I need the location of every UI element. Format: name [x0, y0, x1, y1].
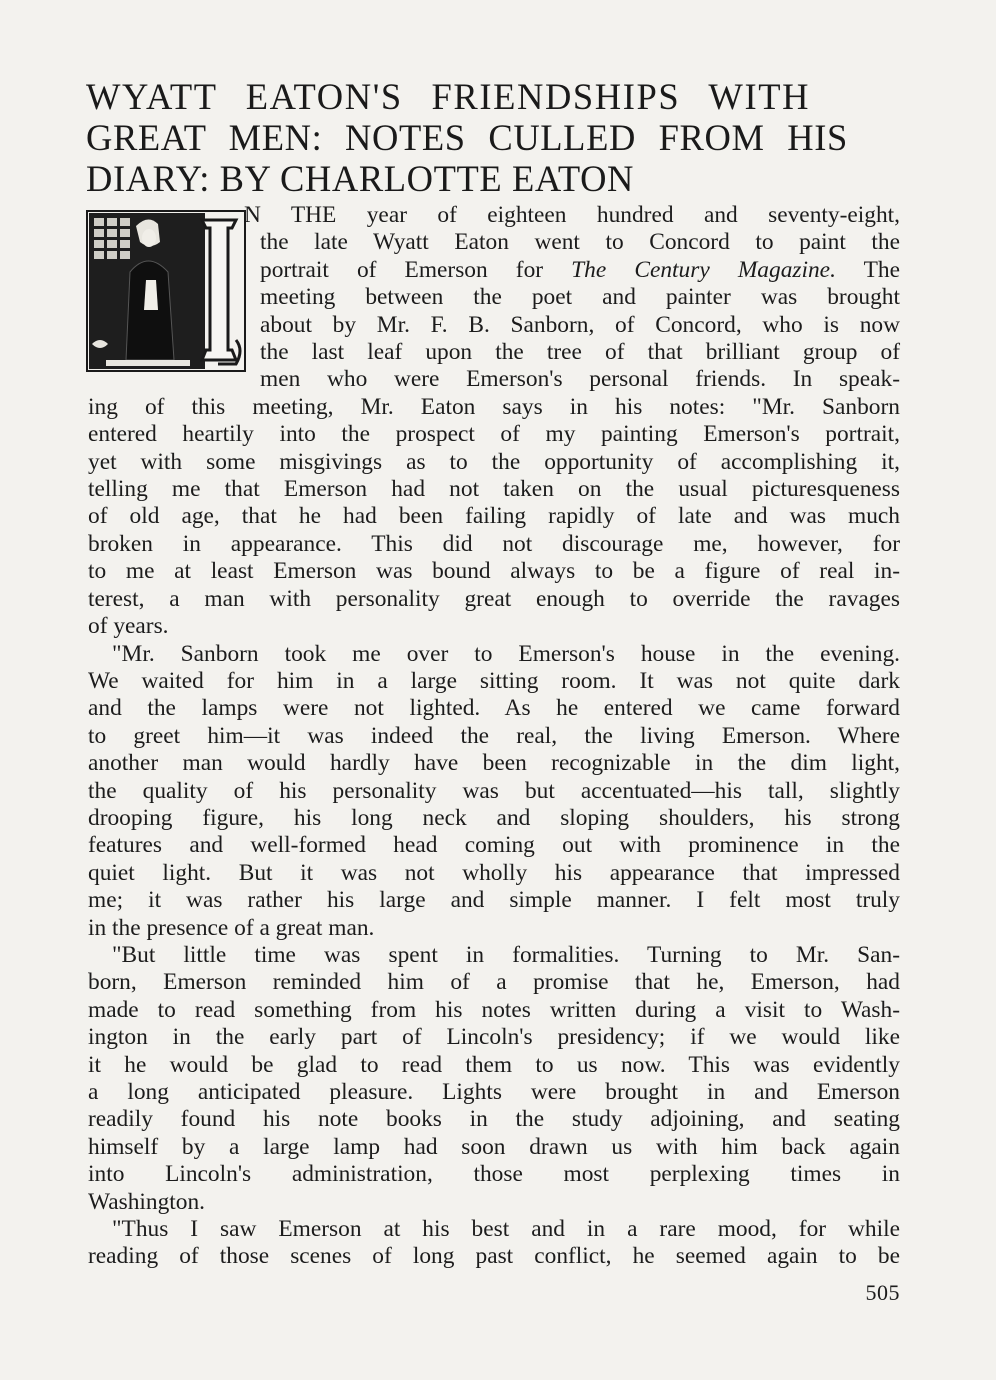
text-line: made to read something from his notes written during a visit to Wash- — [88, 996, 900, 1023]
text-line: "Thus I saw Emerson at his best and in a rare mood, for while — [112, 1216, 900, 1243]
text-segment: portrait of Emerson for — [260, 256, 544, 283]
text-line: himself by a large lamp had soon drawn us with him back again — [88, 1133, 900, 1160]
text-line: to greet him—it was indeed the real, the living Emerson. Where — [88, 722, 900, 749]
text-line: "Mr. Sanborn took me over to Emerson's house in the evening. — [112, 640, 900, 667]
text-line: drooping figure, his long neck and sloping shoulders, his strong — [88, 804, 900, 831]
text-line: meeting between the poet and painter was brought — [260, 284, 900, 311]
title-line: DIARY: BY CHARLOTTE EATON — [86, 158, 634, 199]
text-line: yet with some misgivings as to the opportunity of accomplishing it, — [88, 448, 900, 475]
text-line: features and well-formed head coming out with prominence in the — [88, 832, 900, 859]
text-line: a long anticipated pleasure. Lights were brought in and Emerson — [88, 1079, 900, 1105]
text-line: terest, a man with personality great enough to override the ravages — [88, 585, 900, 612]
text-segment: The — [863, 256, 900, 283]
text-line: me; it was rather his large and simple manner. I felt most truly — [88, 887, 900, 914]
text-line: and the lamps were not lighted. As he entered we came forward — [88, 695, 900, 722]
text-line: readily found his note books in the study adjoining, and seating — [88, 1106, 900, 1133]
text-line: to me at least Emerson was bound always to be a figure of real in- — [88, 558, 900, 585]
text-line: of years. — [88, 613, 169, 640]
text-line: men who were Emerson's personal friends. In speak- — [260, 366, 900, 393]
text-line: N THE year of eighteen hundred and seventy-eight, — [244, 202, 900, 228]
text-line: "But little time was spent in formalities. Turning to Mr. San- — [112, 941, 900, 968]
text-line: of old age, that he had been failing rapidly of late and was much — [88, 503, 900, 530]
text-line: the last leaf upon the tree of that brilliant group of — [260, 339, 900, 366]
text-line: reading of those scenes of long past conflict, he seemed again to be — [88, 1243, 900, 1270]
text-line: into Lincoln's administration, those most perplexing times in — [88, 1161, 900, 1188]
text-line: ington in the early part of Lincoln's presidency; if we would like — [88, 1024, 900, 1051]
text-line: broken in appearance. This did not discourage me, however, for — [88, 530, 900, 557]
text-line: We waited for him in a large sitting room. It was not quite dark — [88, 667, 900, 694]
text-line: quiet light. But it was not wholly his appearance that impressed — [88, 859, 900, 886]
title-line: WYATT EATON'S FRIENDSHIPS WITH — [86, 76, 811, 117]
text-line: the late Wyatt Eaton went to Concord to paint the — [260, 229, 900, 256]
text-line: telling me that Emerson had not taken on the usual picturesqueness — [88, 476, 900, 503]
text-line: about by Mr. F. B. Sanborn, of Concord, who is now — [260, 311, 900, 338]
text-line — [88, 257, 900, 284]
text-line: Washington. — [88, 1188, 206, 1215]
page-number: 505 — [865, 1280, 900, 1305]
magazine-name: The Century Magazine. — [571, 256, 836, 283]
text-line: in the presence of a great man. — [88, 914, 375, 941]
text-line: ing of this meeting, Mr. Eaton says in his notes: "Mr. Sanborn — [88, 393, 900, 420]
text-line: the quality of his personality was but accentuated—his tall, slightly — [88, 777, 900, 804]
text-line: it he would be glad to read them to us now. This was evidently — [88, 1051, 900, 1078]
article-body — [88, 202, 900, 1271]
text-line: another man would hardly have been recognizable in the dim light, — [88, 750, 900, 777]
text-line: born, Emerson reminded him of a promise that he, Emerson, had — [88, 969, 900, 996]
article-title — [86, 76, 902, 199]
title-line: GREAT MEN: NOTES CULLED FROM HIS — [86, 117, 848, 158]
text-line: entered heartily into the prospect of my painting Emerson's portrait, — [88, 421, 900, 448]
